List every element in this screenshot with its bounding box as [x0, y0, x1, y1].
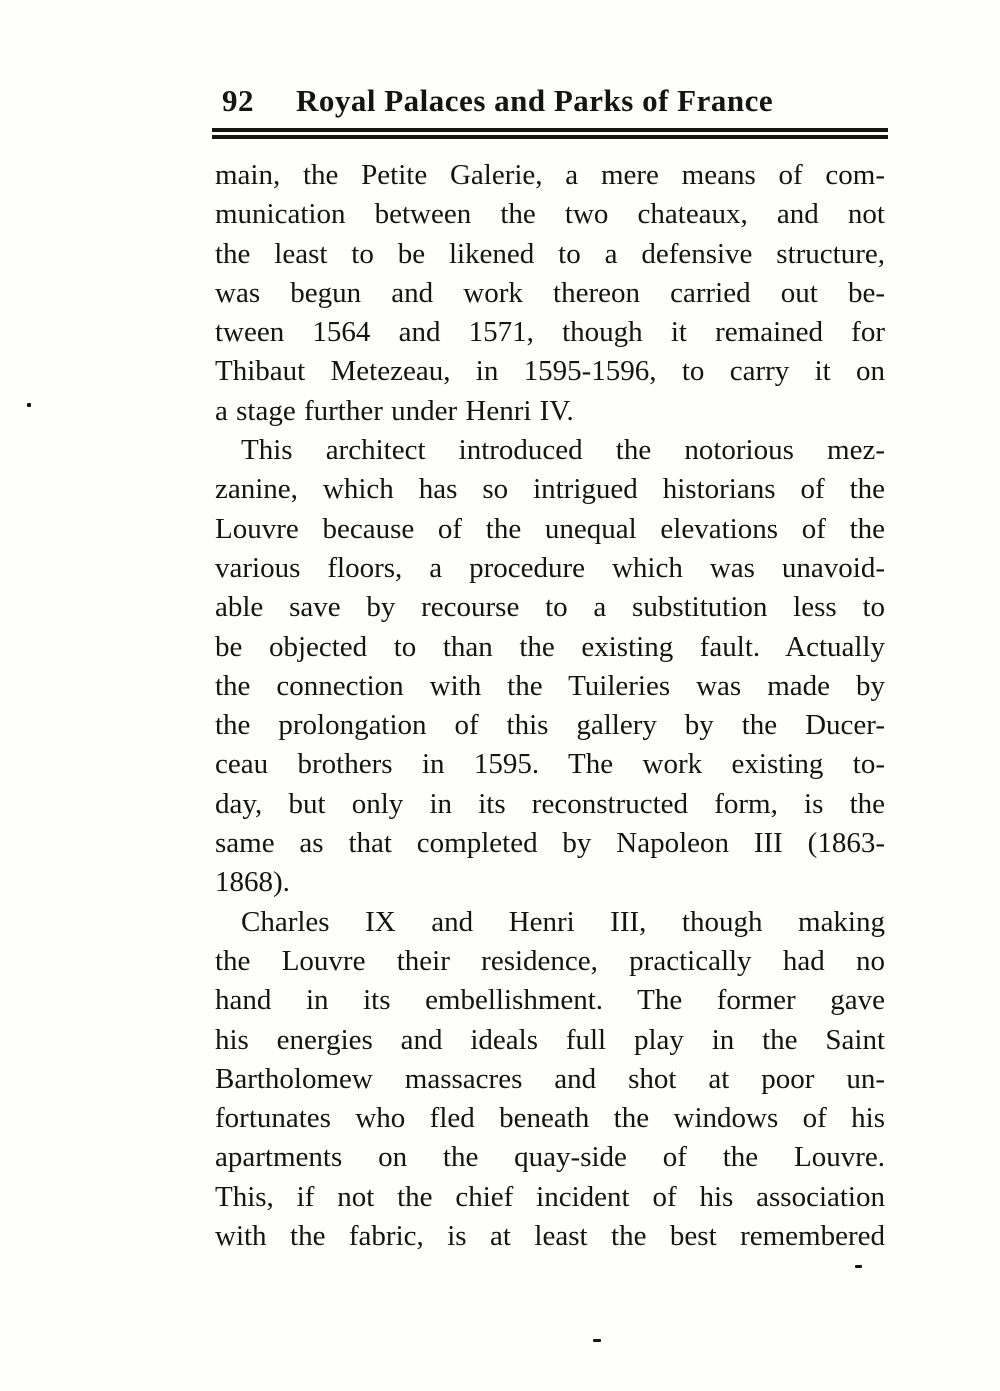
text-line: his energies and ideals full play in the Saint: [215, 1023, 885, 1056]
text-line: munication between the two chateaux, and not: [215, 198, 885, 231]
text-line: the prolongation of this gallery by the Ducer-: [215, 709, 885, 742]
text-line: the least to be likened to a defensive structure,: [215, 237, 885, 270]
text-line: be objected to than the existing fault. Actually: [215, 630, 885, 663]
text-line: hand in its embellishment. The former gave: [215, 984, 885, 1017]
text-line: a stage further under Henri IV.: [215, 394, 574, 427]
text-line: tween 1564 and 1571, though it remained for: [215, 316, 885, 349]
page-number: 92: [222, 83, 254, 118]
text-line: Charles IX and Henri III, though making: [241, 905, 885, 938]
header-double-rule: [212, 128, 888, 139]
text-line: day, but only in its reconstructed form, is the: [215, 787, 885, 820]
page-header: [222, 84, 888, 118]
page-body: [215, 156, 885, 1256]
scan-artifact-dash: [855, 1265, 862, 1268]
text-line: This, if not the chief incident of his association: [215, 1180, 885, 1213]
text-line: various floors, a procedure which was unavoid-: [215, 551, 885, 584]
text-line: fortunates who fled beneath the windows of his: [215, 1102, 885, 1135]
text-line: Thibaut Metezeau, in 1595-1596, to carry it on: [215, 355, 885, 388]
text-line: apartments on the quay-side of the Louvre.: [215, 1141, 885, 1174]
text-line: the connection with the Tuileries was made by: [215, 669, 885, 702]
text-line: main, the Petite Galerie, a mere means of com-: [215, 159, 885, 191]
text-line: 1868).: [215, 866, 290, 899]
scan-artifact-dash: [593, 1339, 601, 1342]
text-line: the Louvre their residence, practically had no: [215, 944, 885, 977]
text-line: Bartholomew massacres and shot at poor un-: [215, 1062, 885, 1095]
text-line: This architect introduced the notorious mez-: [241, 434, 885, 467]
text-line: same as that completed by Napoleon III (1863-: [215, 827, 885, 860]
text-line: able save by recourse to a substitution less to: [215, 591, 885, 624]
running-header-title: Royal Palaces and Parks of France: [296, 83, 774, 118]
text-line: ceau brothers in 1595. The work existing to-: [215, 748, 885, 781]
text-line: Louvre because of the unequal elevations of the: [215, 512, 885, 545]
text-line: zanine, which has so intrigued historians of the: [215, 473, 885, 506]
text-line: with the fabric, is at least the best remembered: [215, 1220, 885, 1253]
scan-artifact-dot: [27, 403, 31, 407]
text-line: was begun and work thereon carried out be-: [215, 276, 885, 309]
